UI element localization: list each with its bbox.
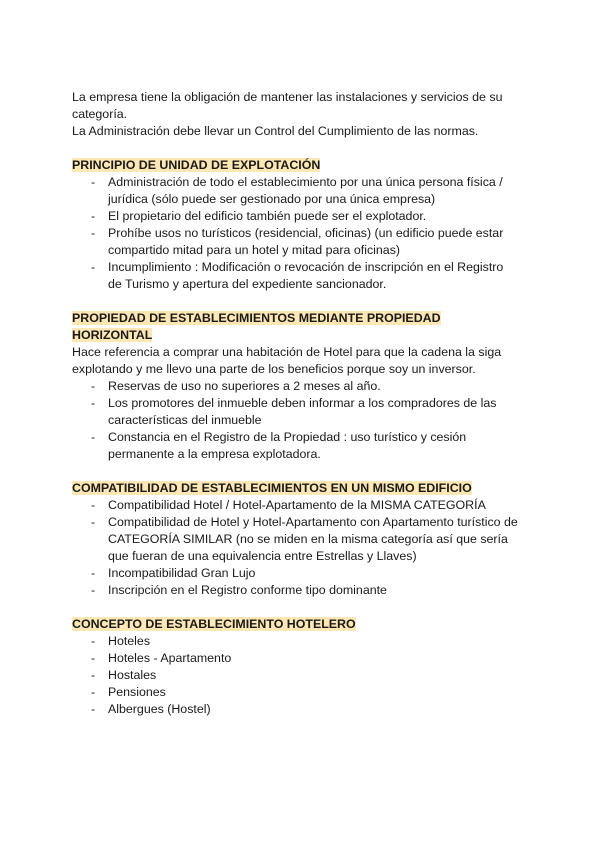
list-item: - Hostales: [72, 667, 520, 684]
section-concepto-hotelero: [72, 616, 520, 718]
bullet-list: [72, 497, 520, 599]
section-compatibilidad: [72, 480, 520, 599]
list-item: - Incumplimiento : Modificación o revocación de inscripción en el Registro de Turismo y apertura del expediente sancionador.: [72, 259, 520, 293]
list-item: - Constancia en el Registro de la Propiedad : uso turístico y cesión permanente a la empresa explotadora.: [72, 429, 520, 463]
list-item: - Prohíbe usos no turísticos (residencial, oficinas) (un edificio puede estar compartido mitad para un hotel y mitad para oficinas): [72, 225, 520, 259]
intro-line-2: La Administración debe llevar un Control del Cumplimiento de las normas.: [72, 124, 479, 138]
list-item: - Inscripción en el Registro conforme tipo dominante: [72, 582, 520, 599]
section-propiedad-horizontal: [72, 310, 520, 463]
list-item: - Hoteles: [72, 633, 520, 650]
section-unidad-explotacion: [72, 157, 520, 293]
section-heading: CONCEPTO DE ESTABLECIMIENTO HOTELERO: [72, 617, 356, 631]
list-item: - Compatibilidad Hotel / Hotel-Apartamento de la MISMA CATEGORÍA: [72, 497, 520, 514]
bullet-list: [72, 174, 520, 293]
list-item: - Compatibilidad de Hotel y Hotel-Apartamento con Apartamento turístico de CATEGORÍA SIMILAR (no se miden en la misma categoría así que sería que fueran de una equivalencia entre Estrellas y Llaves): [72, 514, 520, 565]
list-item: - Incompatibilidad Gran Lujo: [72, 565, 520, 582]
list-item: - Albergues (Hostel): [72, 701, 520, 718]
intro-line-1: La empresa tiene la obligación de mantener las instalaciones y servicios de su categoría.: [72, 90, 503, 121]
bullet-list: [72, 378, 520, 463]
list-item: - Los promotores del inmueble deben informar a los compradores de las características del inmueble: [72, 395, 520, 429]
list-item: - Administración de todo el establecimiento por una única persona física / jurídica (sólo puede ser gestionado por una única empresa): [72, 174, 520, 208]
intro-block: [72, 89, 520, 140]
section-heading: PROPIEDAD DE ESTABLECIMIENTOS MEDIANTE PROPIEDAD HORIZONTAL: [72, 311, 441, 342]
section-paragraph: Hace referencia a comprar una habitación de Hotel para que la cadena la siga explotando y me llevo una parte de los beneficios porque soy un inversor.: [72, 345, 502, 376]
list-item: - Pensiones: [72, 684, 520, 701]
list-item: - Hoteles - Apartamento: [72, 650, 520, 667]
bullet-list: [72, 633, 520, 718]
section-heading: PRINCIPIO DE UNIDAD DE EXPLOTACIÓN: [72, 158, 321, 172]
list-item: - El propietario del edificio también puede ser el explotador.: [72, 208, 520, 225]
list-item: - Reservas de uso no superiores a 2 meses al año.: [72, 378, 520, 395]
section-heading: COMPATIBILIDAD DE ESTABLECIMIENTOS EN UN MISMO EDIFICIO: [72, 481, 472, 495]
